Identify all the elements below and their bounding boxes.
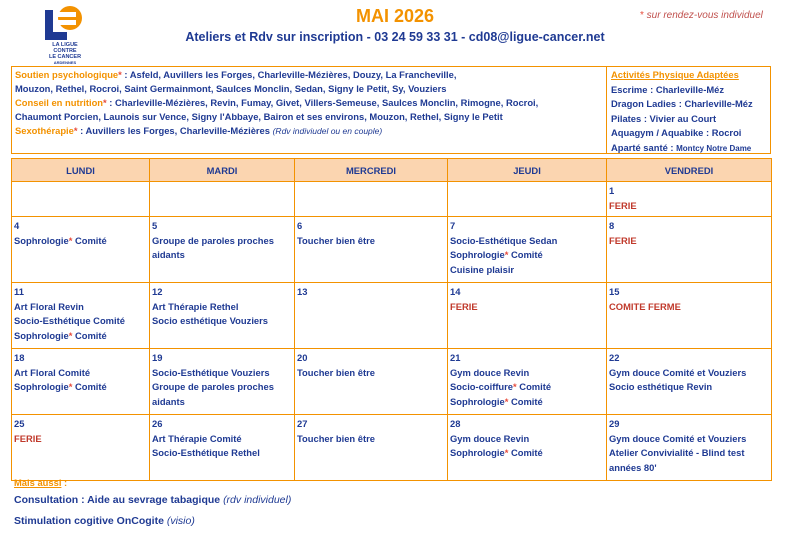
logo-text: LA LIGUE CONTRE LE CANCER ARDENNES: [48, 42, 82, 65]
calendar-day-cell: [12, 415, 150, 481]
footer: [14, 477, 291, 527]
appointment-star: *: [68, 381, 73, 392]
day-number: 6: [297, 220, 303, 231]
activity-entry: Art Floral Comité: [14, 366, 91, 378]
services-list: [12, 67, 607, 153]
activity-entry: Toucher bien être: [297, 234, 375, 246]
day-header: JEUDI: [448, 159, 607, 182]
calendar-day-cell: [12, 349, 150, 415]
day-number: 8: [609, 220, 615, 231]
nutrition-line: Conseil en nutrition* : Charleville-Mézières, Revin, Fumay, Givet, Villers-Semeuse, Saulces Monclin, Rimogne, Rocroi,: [15, 97, 539, 108]
day-header: MERCREDI: [295, 159, 448, 182]
activity-entry: Gym douce Comité et Vouziers: [609, 366, 747, 378]
activity-entry: FERIE: [450, 300, 478, 312]
calendar-day-cell: [295, 415, 448, 481]
calendar-day-cell: [150, 182, 295, 217]
apa-item: Dragon Ladies : Charleville-Méz: [611, 98, 753, 109]
activity-entry: Toucher bien être: [297, 432, 375, 444]
calendar-day-cell: [448, 182, 607, 217]
day-number: 15: [609, 286, 620, 297]
apa-item: Aquagym / Aquabike : Rocroi: [611, 127, 742, 138]
ligue-cancer-logo: [40, 4, 90, 68]
calendar-day-cell: [607, 283, 772, 349]
day-number: 4: [14, 220, 20, 231]
activity-entry: Sophrologie* Comité: [450, 447, 543, 458]
day-number: 28: [450, 418, 461, 429]
calendar-day-cell: [12, 283, 150, 349]
calendar-day-cell: [448, 415, 607, 481]
day-number: 26: [152, 418, 163, 429]
calendar-day-cell: [295, 182, 448, 217]
calendar-day-cell: [607, 182, 772, 217]
day-number: 14: [450, 286, 461, 297]
services-box: [11, 66, 771, 154]
activity-entry: Sophrologie* Comité: [14, 381, 107, 392]
activity-entry: Socio esthétique Vouziers: [152, 315, 268, 326]
activity-entry: FERIE: [609, 199, 637, 211]
stimulation-line: Stimulation cogitive OnCogite (visio): [14, 515, 195, 527]
day-number: 11: [14, 286, 24, 297]
appointment-star: *: [504, 249, 509, 260]
activity-entry: FERIE: [609, 234, 637, 246]
day-number: 18: [14, 352, 25, 363]
page-subtitle: Ateliers et Rdv sur inscription - 03 24 59 33 31 - cd08@ligue-cancer.net: [185, 30, 605, 44]
calendar-table: [11, 158, 772, 481]
day-number: 29: [609, 418, 620, 429]
calendar-week-row: [12, 283, 772, 349]
activity-entry: Socio-Esthétique Comité: [14, 315, 125, 326]
calendar-day-cell: [12, 217, 150, 283]
activity-entry: Cuisine plaisir: [450, 263, 515, 275]
activity-entry: Art Thérapie Comité: [152, 432, 242, 444]
appointment-star: *: [504, 395, 509, 407]
apa-list: [607, 67, 770, 155]
activity-entry: Groupe de paroles proches aidants: [152, 381, 274, 407]
activity-entry: Art Thérapie Rethel: [152, 300, 239, 312]
apa-heading: Activités Physique Adaptées: [611, 69, 739, 80]
calendar-day-cell: [448, 217, 607, 283]
soutien-line: Soutien psychologique* : Asfeld, Auvillers les Forges, Charleville-Mézières, Douzy, La Francheville,: [15, 69, 457, 80]
activity-entry: Groupe de paroles proches aidants: [152, 234, 274, 260]
activity-entry: Gym douce Comité et Vouziers: [609, 432, 747, 444]
activity-entry: Atelier Convivialité - Blind test années 80': [609, 447, 745, 473]
appointment-star: *: [513, 381, 517, 392]
nutrition-line-2: Chaumont Porcien, Launois sur Vence, Signy l'Abbaye, Bairon et ses environs, Mouzon, Rethel, Signy le Petit: [15, 111, 503, 122]
calendar-day-cell: [295, 217, 448, 283]
apa-item: Escrime : Charleville-Méz: [611, 83, 725, 95]
appointment-star: *: [504, 447, 509, 458]
day-number: 12: [152, 286, 163, 297]
day-header: VENDREDI: [607, 159, 772, 182]
calendar-day-cell: [607, 415, 772, 481]
calendar-day-cell: [448, 349, 607, 415]
calendar-day-cell: [607, 217, 772, 283]
activity-entry: Socio esthétique Revin: [609, 381, 713, 392]
calendar-day-cell: [150, 415, 295, 481]
calendar-header-row: [12, 159, 772, 182]
calendar-week-row: [12, 415, 772, 481]
appointment-star: *: [68, 329, 73, 341]
day-number: 25: [14, 418, 25, 429]
activity-entry: Socio-Esthétique Sedan: [450, 234, 558, 246]
day-number: 7: [450, 220, 456, 231]
activity-entry: Sophrologie* Comité: [450, 395, 543, 407]
appointment-star: *: [68, 234, 73, 246]
calendar-day-cell: [295, 349, 448, 415]
day-header: LUNDI: [12, 159, 150, 182]
day-number: 5: [152, 220, 158, 231]
activity-entry: Gym douce Revin: [450, 432, 530, 444]
activity-entry: Art Floral Revin: [14, 300, 84, 312]
calendar-day-cell: [607, 349, 772, 415]
calendar-day-cell: [295, 283, 448, 349]
day-number: 19: [152, 352, 163, 363]
calendar-day-cell: [150, 217, 295, 283]
activity-entry: FERIE: [14, 432, 42, 444]
day-number: 21: [450, 352, 461, 363]
activity-entry: Gym douce Revin: [450, 366, 530, 378]
activity-entry: Sophrologie* Comité: [450, 249, 543, 260]
sexo-line: Sexothérapie* : Auvillers les Forges, Charleville-Mézières (Rdv indiviudel ou en couple): [15, 125, 383, 136]
activity-entry: Socio-Esthétique Rethel: [152, 447, 260, 458]
calendar-day-cell: [448, 283, 607, 349]
activity-entry: Sophrologie* Comité: [14, 234, 107, 246]
day-number: 20: [297, 352, 308, 363]
day-number: 22: [609, 352, 620, 363]
calendar-day-cell: [12, 182, 150, 217]
logo-mark-icon: [40, 4, 90, 44]
activity-entry: COMITE FERME: [609, 300, 681, 312]
apa-sante: Aparté santé : Montcy Notre Dame: [611, 141, 752, 153]
more-heading: Mais aussi :: [14, 477, 68, 488]
activity-entry: Toucher bien être: [297, 366, 375, 378]
soutien-line-2: Mouzon, Rethel, Rocroi, Saint Germainmont, Saulces Monclin, Sedan, Signy le Petit, Sy, Vouziers: [15, 83, 447, 94]
calendar-day-cell: [150, 283, 295, 349]
page-title: MAI 2026: [355, 6, 435, 26]
activity-entry: Socio-Esthétique Vouziers: [152, 366, 270, 378]
day-number: 1: [609, 185, 615, 196]
calendar-week-row: [12, 217, 772, 283]
apa-item: Pilates : Vivier au Court: [611, 112, 717, 124]
day-number: 27: [297, 418, 308, 429]
day-number: 13: [297, 286, 308, 297]
appointment-note: * sur rendez-vous individuel: [640, 10, 763, 21]
calendar-week-row: [12, 182, 772, 217]
calendar-week-row: [12, 349, 772, 415]
calendar-day-cell: [150, 349, 295, 415]
activity-entry: Sophrologie* Comité: [14, 329, 107, 341]
consultation-line: Consultation : Aide au sevrage tabagique (rdv individuel): [14, 494, 292, 506]
day-header: MARDI: [150, 159, 295, 182]
activity-entry: Socio-coiffure* Comité: [450, 381, 552, 392]
